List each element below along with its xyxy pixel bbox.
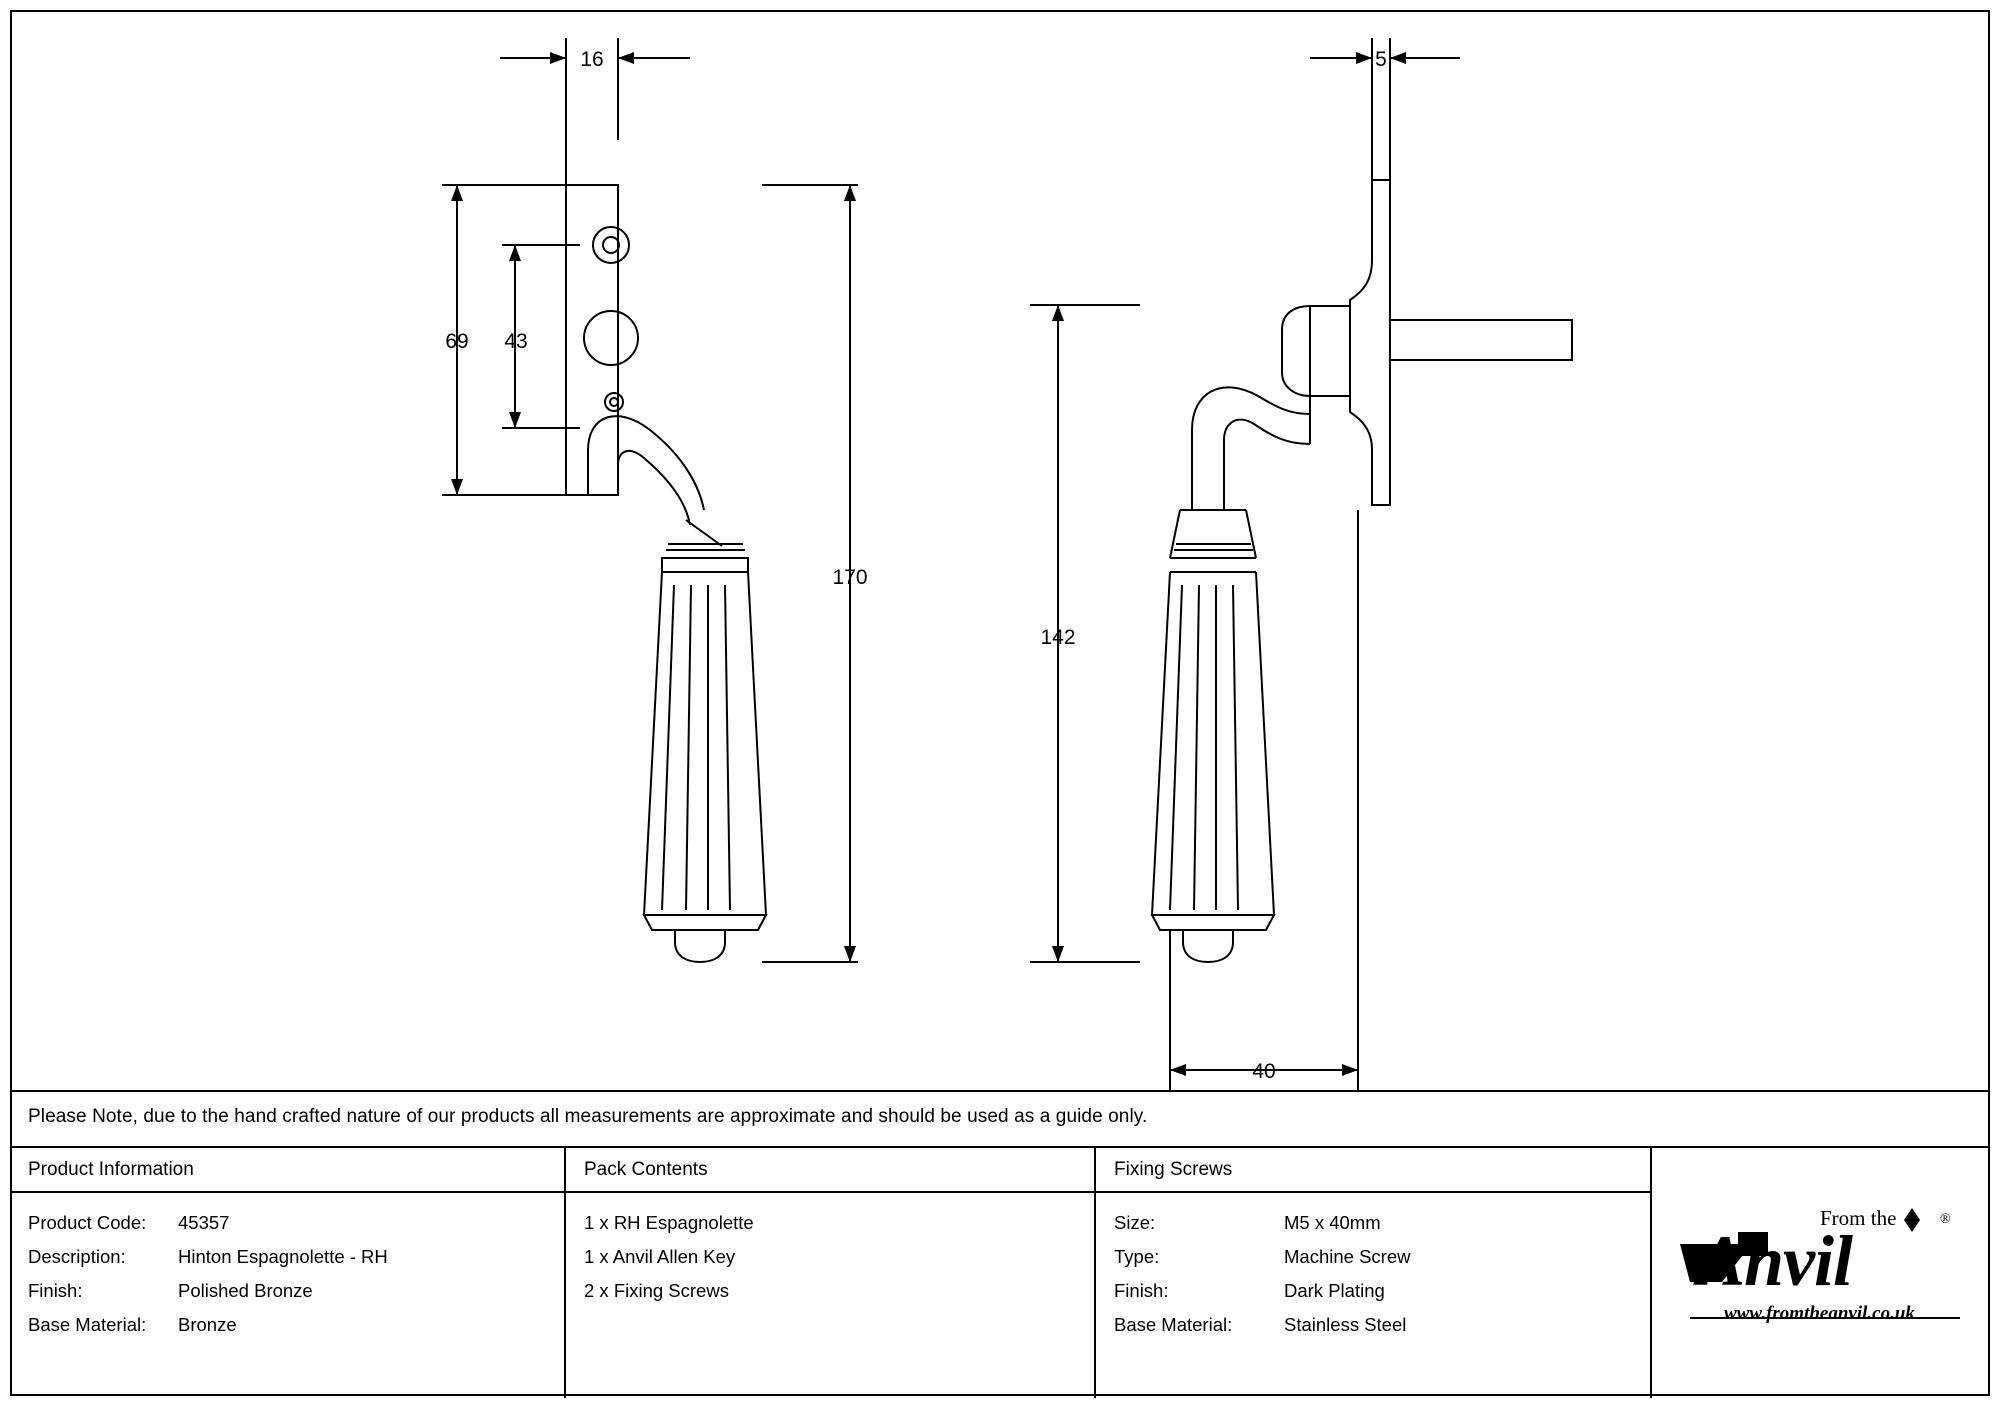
pack-contents-header bbox=[566, 1148, 1094, 1193]
pack-contents-list bbox=[584, 1206, 754, 1308]
arrow-5-right bbox=[1390, 52, 1406, 64]
side-handle-tip bbox=[1183, 930, 1233, 962]
table-row bbox=[28, 1308, 388, 1342]
list-item: 2 x Fixing Screws bbox=[584, 1280, 729, 1301]
arrow-16-left bbox=[550, 52, 566, 64]
table-row bbox=[1114, 1240, 1410, 1274]
product-information-heading: Product Information bbox=[28, 1159, 194, 1180]
table-row bbox=[28, 1240, 388, 1274]
arrow-5-left bbox=[1356, 52, 1372, 64]
fixing-screws-table bbox=[1114, 1206, 1410, 1342]
arrow-142-bottom bbox=[1052, 946, 1064, 962]
arrow-170-bottom bbox=[844, 946, 856, 962]
logo-name-text: Anvil bbox=[1697, 1221, 1853, 1301]
dim-label-inner-height: 43 bbox=[504, 330, 528, 353]
screw-finish-value: Dark Plating bbox=[1284, 1280, 1385, 1301]
fixing-screws-header bbox=[1096, 1148, 1650, 1193]
base-material-key: Base Material: bbox=[28, 1314, 147, 1335]
table-row bbox=[1114, 1274, 1410, 1308]
product-code-value: 45357 bbox=[178, 1212, 230, 1233]
dim-label-total-height: 170 bbox=[832, 566, 868, 589]
arrow-69-top bbox=[451, 185, 463, 201]
product-drawing-svg bbox=[10, 10, 1990, 1090]
screw-size-key: Size: bbox=[1114, 1212, 1156, 1233]
note-row bbox=[10, 1090, 1990, 1146]
side-neck-outer bbox=[1192, 387, 1310, 510]
table-row bbox=[1114, 1206, 1410, 1240]
table-row bbox=[28, 1274, 388, 1308]
screw-finish-key: Finish: bbox=[1114, 1280, 1169, 1301]
screw-type-key: Type: bbox=[1114, 1246, 1160, 1267]
pack-contents-column bbox=[566, 1148, 1096, 1398]
description-key: Description: bbox=[28, 1246, 126, 1267]
logo-column bbox=[1652, 1148, 1990, 1398]
table-row bbox=[1114, 1308, 1410, 1342]
approximate-measurements-note: Please Note, due to the hand crafted nature of our products all measurements are approximate and should be used as a guide only. bbox=[28, 1106, 1148, 1127]
side-spindle bbox=[1390, 320, 1572, 360]
dim-label-projection: 40 bbox=[1252, 1060, 1276, 1083]
dim-label-side-thickness: 5 bbox=[1375, 48, 1387, 71]
side-flute-4 bbox=[1233, 585, 1238, 910]
arrow-43-bottom bbox=[509, 412, 521, 428]
arrow-142-top bbox=[1052, 305, 1064, 321]
front-collar-band bbox=[662, 558, 748, 572]
product-information-column bbox=[10, 1148, 566, 1398]
logo-from-the-text: From the bbox=[1820, 1206, 1897, 1230]
front-handle-body bbox=[644, 572, 766, 915]
logo-registered-mark: ® bbox=[1940, 1212, 1951, 1227]
product-information-header bbox=[10, 1148, 564, 1193]
arrow-170-top bbox=[844, 185, 856, 201]
description-value: Hinton Espagnolette - RH bbox=[178, 1246, 388, 1267]
pack-contents-heading: Pack Contents bbox=[584, 1159, 708, 1180]
side-handle-body bbox=[1152, 572, 1274, 915]
arrow-69-bottom bbox=[451, 479, 463, 495]
front-grub-screw-inner bbox=[610, 398, 618, 406]
brand-logo bbox=[1652, 1148, 1990, 1398]
product-code-key: Product Code: bbox=[28, 1212, 147, 1233]
side-handle-collar-end bbox=[1152, 915, 1274, 930]
list-item: 1 x Anvil Allen Key bbox=[584, 1246, 736, 1267]
info-row bbox=[10, 1146, 1990, 1396]
front-flute-1 bbox=[662, 585, 674, 910]
finish-key: Finish: bbox=[28, 1280, 83, 1301]
screw-base-material-value: Stainless Steel bbox=[1284, 1314, 1407, 1335]
front-handle-collar-end bbox=[644, 915, 766, 930]
side-neck-inner bbox=[1224, 420, 1310, 510]
screw-size-value: M5 x 40mm bbox=[1284, 1212, 1381, 1233]
dim-label-front-width: 16 bbox=[580, 48, 604, 71]
front-lever-neck-lower bbox=[618, 451, 690, 525]
front-spindle-boss bbox=[584, 311, 638, 365]
side-flute-2 bbox=[1194, 585, 1199, 910]
side-backplate-profile bbox=[1350, 180, 1390, 505]
front-grub-screw-outer bbox=[605, 393, 623, 411]
side-flute-1 bbox=[1170, 585, 1182, 910]
finish-value: Polished Bronze bbox=[178, 1280, 313, 1301]
front-collar-1 bbox=[686, 520, 722, 546]
front-flute-2 bbox=[686, 585, 691, 910]
fixing-screws-column bbox=[1096, 1148, 1652, 1398]
arrow-16-right bbox=[618, 52, 634, 64]
front-backplate bbox=[566, 185, 618, 495]
front-handle-tip bbox=[675, 930, 725, 962]
side-boss bbox=[1282, 306, 1350, 396]
fixing-screws-heading: Fixing Screws bbox=[1114, 1159, 1233, 1180]
product-information-table bbox=[28, 1206, 388, 1342]
table-row bbox=[28, 1206, 388, 1240]
screw-type-value: Machine Screw bbox=[1284, 1246, 1411, 1267]
front-screw-hole-inner bbox=[603, 237, 619, 253]
arrow-40-left bbox=[1170, 1064, 1186, 1076]
list-item: 1 x RH Espagnolette bbox=[584, 1212, 754, 1233]
logo-website-url: www.fromtheanvil.co.uk bbox=[1724, 1303, 1915, 1324]
arrow-43-top bbox=[509, 245, 521, 261]
front-flute-4 bbox=[725, 585, 730, 910]
drawing-area bbox=[10, 10, 1990, 1090]
base-material-value: Bronze bbox=[178, 1314, 237, 1335]
arrow-40-right bbox=[1342, 1064, 1358, 1076]
dim-label-side-height: 142 bbox=[1040, 626, 1076, 649]
screw-base-material-key: Base Material: bbox=[1114, 1314, 1233, 1335]
front-screw-hole-outer bbox=[593, 227, 629, 263]
dim-label-plate-height: 69 bbox=[445, 330, 469, 353]
